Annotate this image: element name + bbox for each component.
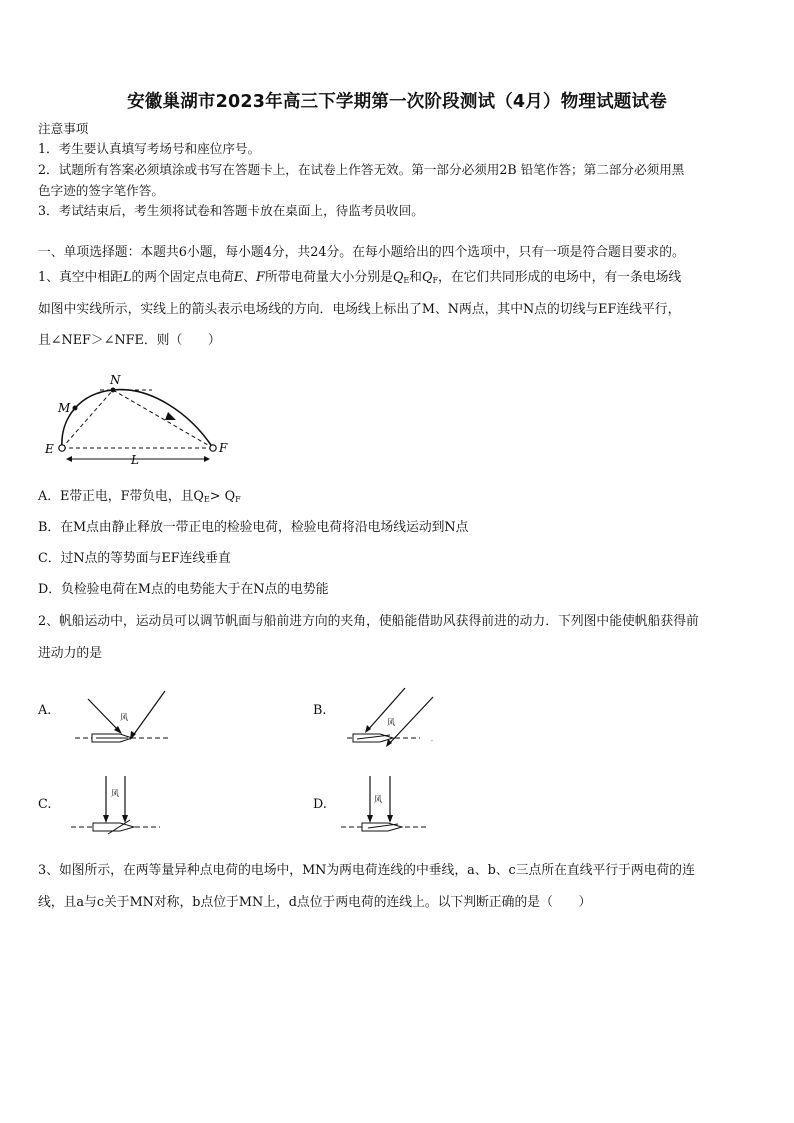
point-n	[111, 388, 116, 393]
field-line	[62, 390, 213, 448]
q1-option-c: C．过N点的等势面与EF连线垂直	[38, 551, 231, 566]
q1-line3: 且∠NEF＞∠NFE．则（ ）	[38, 333, 221, 348]
q2-sail-figure-d	[338, 772, 438, 842]
q1-line1: 1、真空中相距L的两个固定点电荷E、F所带电荷量大小分别是$Q_E$和$Q_F$，在它们共同形成的电场中，有一条电场线	[38, 270, 682, 285]
label-e: E	[45, 442, 54, 456]
notice-item-2-cont: 色字迹的签字笔作答。	[38, 183, 164, 198]
notice-heading: 注意事项	[38, 121, 89, 136]
q1-line2: 如图中实线所示，实线上的箭头表示电场线的方向．电场线上标出了M、N两点，其中N点的切线与EF连线平行，	[38, 302, 681, 317]
q3-line2: 线，且a与c关于MN对称，b点位于MN上，d点位于两电荷的连线上。以下判断正确的是（ ）	[38, 895, 592, 910]
charge-f	[210, 445, 216, 451]
q2-sail-figure-b	[345, 685, 455, 755]
q1-option-b: B．在M点由静止释放一带正电的检验电荷，检验电荷将沿电场线运动到N点	[38, 520, 469, 535]
q2-line2: 进动力的是	[38, 646, 102, 661]
nf-line	[113, 390, 213, 448]
q2-sail-figure-c	[68, 772, 168, 842]
q1-field-line-figure	[40, 368, 240, 468]
q2-label-c: C.	[38, 797, 52, 812]
svg-text:风: 风	[111, 789, 119, 798]
q2-line1: 2、帆船运动中，运动员可以调节帆面与船前进方向的夹角，使船能借助风获得前进的动力．下列图中能使帆船获得前	[38, 614, 699, 629]
notice-item-3: 3．考试结束后，考生须将试卷和答题卡放在桌面上，待监考员收回。	[38, 203, 424, 218]
notice-item-1: 1．考生要认真填写考场号和座位序号。	[38, 141, 261, 156]
label-l: L	[131, 453, 139, 467]
q2-label-a: A.	[38, 703, 52, 718]
label-n: N	[110, 373, 121, 387]
section-heading: 一、单项选择题：本题共6小题，每小题4分，共24分。在每小题给出的四个选项中，只有一项是符合题目要求的。	[38, 245, 685, 260]
point-m	[73, 406, 78, 411]
label-m: M	[58, 401, 71, 415]
q1-option-d: D．负检验电荷在M点的电势能大于在N点的电势能	[38, 582, 329, 597]
notice-item-2: 2．试题所有答案必须填涂或书写在答题卡上，在试卷上作答无效。第一部分必须用2B 铅笔作答；第二部分必须用黑	[38, 162, 685, 177]
page-title: 安徽巢湖市2023年高三下学期第一次阶段测试（4月）物理试题试卷	[127, 92, 667, 112]
q2-sail-figure-a	[70, 685, 180, 755]
svg-text:风: 风	[374, 795, 382, 804]
q2-label-d: D.	[313, 797, 327, 812]
svg-text:风: 风	[120, 713, 128, 722]
field-arrow	[165, 412, 176, 420]
q2-label-b: B.	[313, 703, 327, 718]
label-f: F	[219, 441, 228, 455]
q3-line1: 3、如图所示，在两等量异种点电荷的电场中，MN为两电荷连线的中垂线，a、b、c三点所在直线平行于两电荷的连	[38, 863, 695, 878]
q1-option-a: A．E带正电，F带负电，且$Q_E> Q_F$	[38, 489, 241, 504]
charge-e	[59, 445, 65, 451]
svg-text:风: 风	[387, 718, 395, 727]
svg-text:.: .	[431, 736, 433, 743]
